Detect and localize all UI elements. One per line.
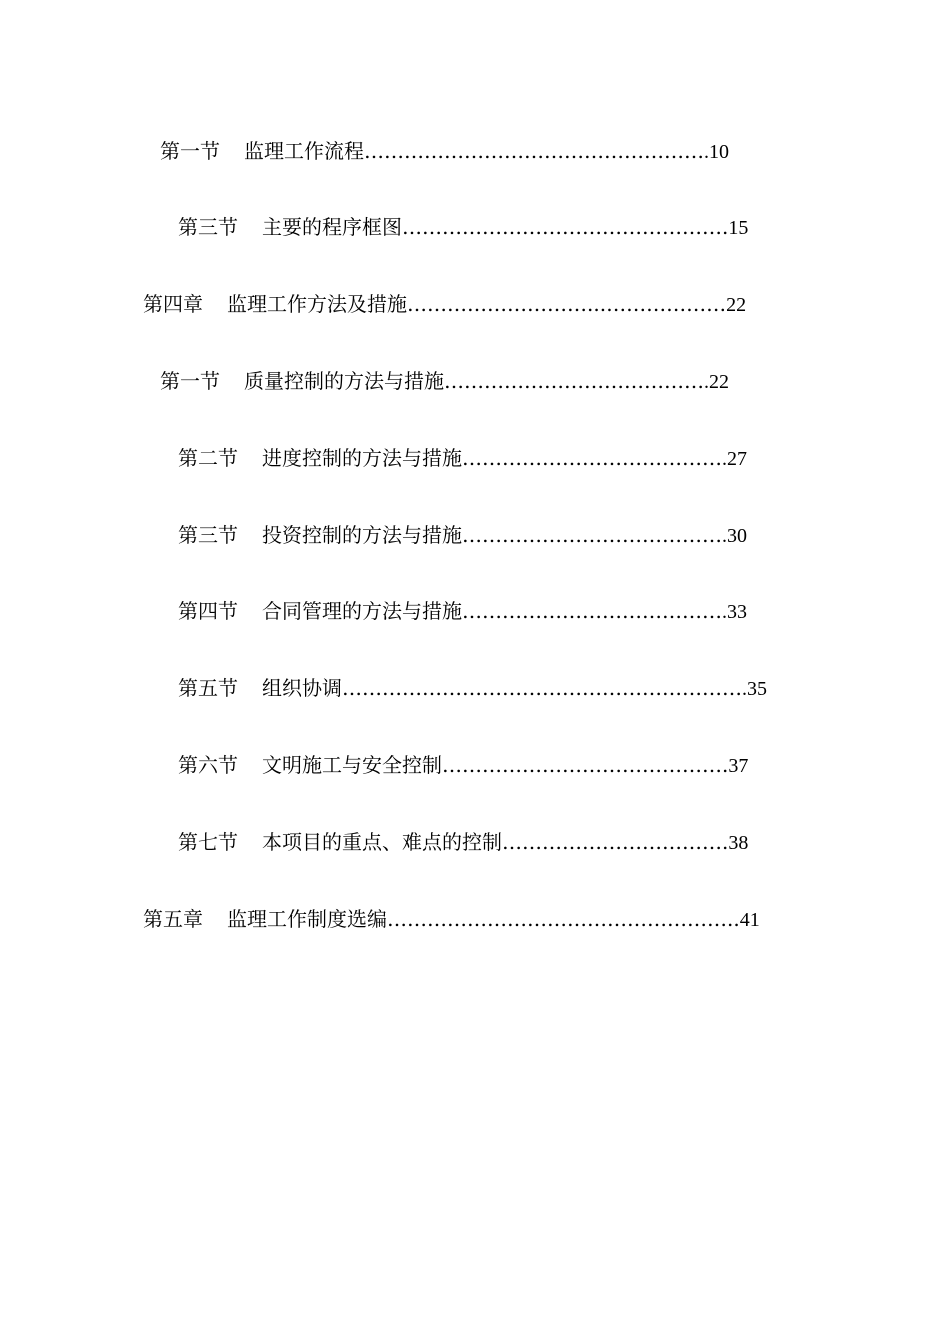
toc-entry-title: 质量控制的方法与措施 xyxy=(244,369,444,393)
toc-entry-title: 本项目的重点、难点的控制 xyxy=(262,830,502,854)
toc-entry-title: 监理工作流程 xyxy=(244,139,364,163)
toc-entry-label: 第三节 xyxy=(178,523,238,547)
toc-entry xyxy=(160,367,729,396)
toc-entry-leader: …………………………………………………… xyxy=(342,676,742,700)
toc-entry-title: 进度控制的方法与措施 xyxy=(262,446,462,470)
toc-entry-page-number: .10 xyxy=(704,141,729,163)
toc-entry-page-number: 41 xyxy=(739,909,760,931)
toc-entry-title: 组织协调 xyxy=(262,676,342,700)
toc-entry-label: 第一节 xyxy=(160,369,220,393)
toc-entry-page-number: .27 xyxy=(722,448,747,470)
toc-entry-title: 文明施工与安全控制 xyxy=(262,753,442,777)
toc-entry-page-number: 37 xyxy=(728,755,749,777)
toc-entry-page-number: .30 xyxy=(722,525,747,547)
toc-entry-title: 投资控制的方法与措施 xyxy=(262,523,462,547)
toc-entry-leader: ……………………………………. xyxy=(442,753,729,777)
toc-entry xyxy=(160,137,729,166)
toc-entry-label: 第三节 xyxy=(178,215,238,239)
toc-entry-leader: ………………………………… xyxy=(462,446,722,470)
toc-entry xyxy=(143,905,760,934)
toc-entry xyxy=(178,597,747,626)
toc-entry-leader: ………………………………… xyxy=(462,523,722,547)
toc-entry-label: 第一节 xyxy=(160,139,220,163)
toc-entry xyxy=(143,290,746,319)
toc-entry-title: 监理工作方法及措施 xyxy=(227,292,407,316)
toc-entry-leader: …………………………………………….. xyxy=(387,907,740,931)
toc-entry-label: 第五章 xyxy=(143,907,203,931)
toc-entry-leader: ………………………...……………… xyxy=(407,292,727,316)
toc-entry xyxy=(178,751,748,780)
toc-entry-title: 监理工作制度选编 xyxy=(227,907,387,931)
toc-entry-leader: ………………………………… xyxy=(462,599,722,623)
toc-entry-leader: …………………………………………. xyxy=(402,215,729,239)
toc-entry-leader: ……………………………. xyxy=(502,830,729,854)
toc-entry-page-number: .33 xyxy=(722,601,747,623)
toc-entry-label: 第五节 xyxy=(178,676,238,700)
toc-entry xyxy=(178,828,748,857)
toc-entry-page-number: 22 xyxy=(726,294,747,316)
toc-entry-label: 第二节 xyxy=(178,446,238,470)
toc-entry xyxy=(178,213,748,242)
toc-entry-label: 第四节 xyxy=(178,599,238,623)
toc-entry-label: 第六节 xyxy=(178,753,238,777)
toc-entry xyxy=(178,521,747,550)
toc-entry-title: 主要的程序框图 xyxy=(262,215,402,239)
toc-entry-leader: …………………………………………… xyxy=(364,139,704,163)
toc-entry xyxy=(178,674,767,703)
toc-entry xyxy=(178,444,747,473)
toc-entry-leader: ………………………………… xyxy=(444,369,704,393)
toc-entry-title: 合同管理的方法与措施 xyxy=(262,599,462,623)
toc-entry-page-number: 15 xyxy=(728,217,749,239)
toc-entry-label: 第七节 xyxy=(178,830,238,854)
toc-entry-page-number: .22 xyxy=(704,371,729,393)
toc-entry-label: 第四章 xyxy=(143,292,203,316)
toc-entry-page-number: .35 xyxy=(742,678,767,700)
toc-entry-page-number: 38 xyxy=(728,832,749,854)
